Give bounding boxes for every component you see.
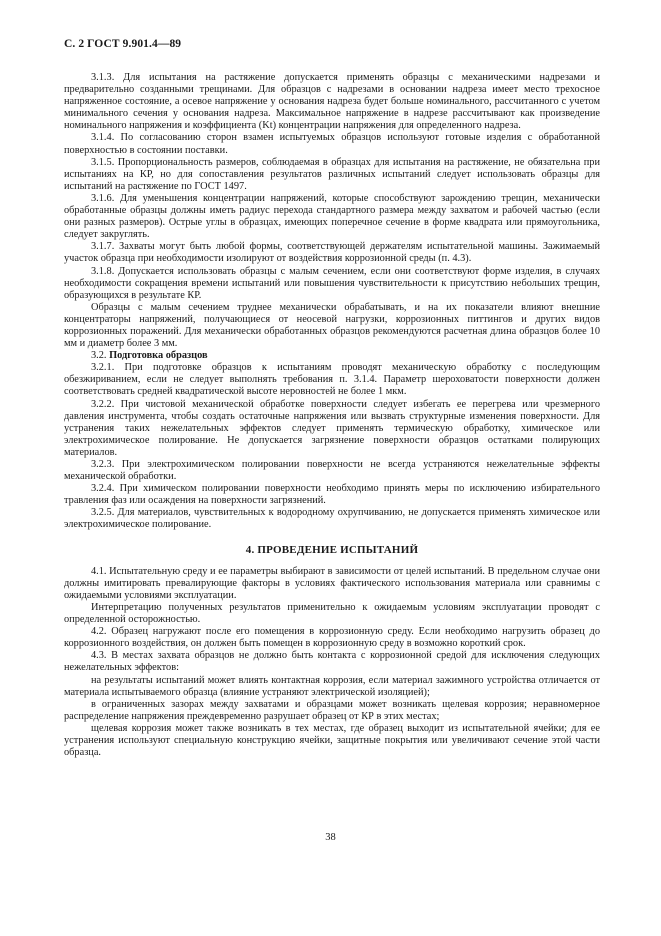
paragraph-4-3: 4.3. В местах захвата образцов не должно быть контакта с коррозионной средой для исключения следующих нежелательных эффектов: xyxy=(64,650,600,674)
paragraph-4-3-item-contact: на результаты испытаний может влиять контактная коррозия, если материал зажимного устройства отличается от материала испытываемого образца (влияние устраняют электрической изоляцией); xyxy=(64,674,600,698)
subsection-heading-3-2 xyxy=(64,350,600,362)
paragraph-3-2-1: 3.2.1. При подготовке образцов к испытаниям проводят механическую обработку с последующим обезжириванием, если не следует выполнять требования п. 3.1.4. Параметр шероховатости поверхности должен соответствовать средней квадратической высоте неровностей не более 1 мкм. xyxy=(64,362,600,398)
paragraph-3-2-3: 3.2.3. При электрохимическом полировании поверхности не всегда устраняются нежелательные эффекты механической обработки. xyxy=(64,459,600,483)
paragraph-3-1-3: 3.1.3. Для испытания на растяжение допускается применять образцы с механическими надрезами и предварительно созданными трещинами. Для образцов с надрезами в основании надреза имеет место трехосное напряженное состояние, а осевое напряжение у основания надреза будет больше номинального, рассчитанного с учетом минимального сечения у основания надреза. Максимальное напряжение в надрезе рассчитывают как произведение номинального напряжения и коэффициента (Kt) концентрации напряжения для определенного надреза. xyxy=(64,72,600,132)
subsection-title: Подготовка образцов xyxy=(109,350,208,362)
paragraph-4-1: 4.1. Испытательную среду и ее параметры выбирают в зависимости от целей испытаний. В предельном случае они должны имитировать превалирующие факторы в условиях фактического использования материала или сравнимы с ожидаемыми условиями эксплуатации. xyxy=(64,565,600,601)
paragraph-4-3-item-gaps: в ограниченных зазорах между захватами и образцами может возникать щелевая коррозия; неравномерное распределение напряжения преждевременно разрушает образец от КР в этих местах; xyxy=(64,698,600,722)
paragraph-3-1-5: 3.1.5. Пропорциональность размеров, соблюдаемая в образцах для испытания на растяжение, не обязательна при испытаниях на КР, но для сопоставления результатов различных испытаний следует использовать образцы для испытаний на растяжение по ГОСТ 1497. xyxy=(64,156,600,192)
paragraph-3-1-7: 3.1.7. Захваты могут быть любой формы, соответствующей держателям испытательной машины. Зажимаемый участок образца при необходимости изолируют от воздействия коррозионной среды (п. 4.3). xyxy=(64,241,600,265)
paragraph-3-1-6: 3.1.6. Для уменьшения концентрации напряжений, которые способствуют зарождению трещин, механически обработанные образцы должны иметь радиус перехода стандартного размера между захватом и рабочей частью (если они разных размеров). Острые углы в образцах, имеющих поперечное сечение в форме квадрата или прямоугольника, следует закруглять. xyxy=(64,192,600,241)
document-page xyxy=(64,38,600,759)
paragraph-3-1-8: 3.1.8. Допускается использовать образцы с малым сечением, если они соответствуют форме изделия, в случаях необходимости сокращения времени испытаний или повышения чувствительности к присутствию небольших трещин, образующихся в результате КР. xyxy=(64,265,600,301)
paragraph-3-2-5: 3.2.5. Для материалов, чувствительных к водородному охрупчиванию, не допускается применять химическое или электрохимическое полирование. xyxy=(64,507,600,531)
paragraph-3-2-4: 3.2.4. При химическом полировании поверхности необходимо принять меры по исключению избирательного травления фаз или осаждения на поверхности загрязнений. xyxy=(64,483,600,507)
paragraph-4-3-item-crevice: щелевая коррозия может также возникать в тех местах, где образец выходит из испытательной ячейки; для ее устранения используют специальную конструкцию ячейки, защитные покрытия или увеличивают сечение этой части образца. xyxy=(64,722,600,759)
page-number: 38 xyxy=(325,832,336,843)
paragraph-small-section-note: Образцы с малым сечением труднее механически обрабатывать, и на их показатели влияют внешние концентраторы напряжений, получающиеся от неосевой нагрузки, коррозионных питтингов и других видов коррозионных поражений. Для механически обработанных образцов рекомендуются расчетная длина образцов более 10 мм и диаметр более 3 мм. xyxy=(64,301,600,350)
subsection-number: 3.2. xyxy=(91,350,107,362)
paragraph-4-2: 4.2. Образец нагружают после его помещения в коррозионную среду. Если необходимо нагрузить образец до коррозионного воздействия, он должен быть помещен в коррозионную среду в возможно короткий срок. xyxy=(64,626,600,650)
page-header: С. 2 ГОСТ 9.901.4—89 xyxy=(64,38,182,50)
section-title-4: 4. ПРОВЕДЕНИЕ ИСПЫТАНИЙ xyxy=(245,543,419,556)
document-body xyxy=(64,72,600,759)
paragraph-3-2-2: 3.2.2. При чистовой механической обработке поверхности следует избегать ее перегрева или чрезмерного давления инструмента, чтобы создать остаточные напряжения или вызвать структурные изменения поверхности. Для устранения таких нежелательных эффектов следует применять термическую обработку, химическое или электрохимическое полирование. Не допускается загрязнение поверхности образцов остатками полирующих материалов. xyxy=(64,398,600,458)
paragraph-3-1-4: 3.1.4. По согласованию сторон взамен испытуемых образцов используют готовые изделия с обработанной поверхностью в состоянии поставки. xyxy=(64,132,600,156)
paragraph-4-1-note: Интерпретацию полученных результатов применительно к ожидаемым условиям эксплуатации проводят с определенной осторожностью. xyxy=(64,601,600,626)
